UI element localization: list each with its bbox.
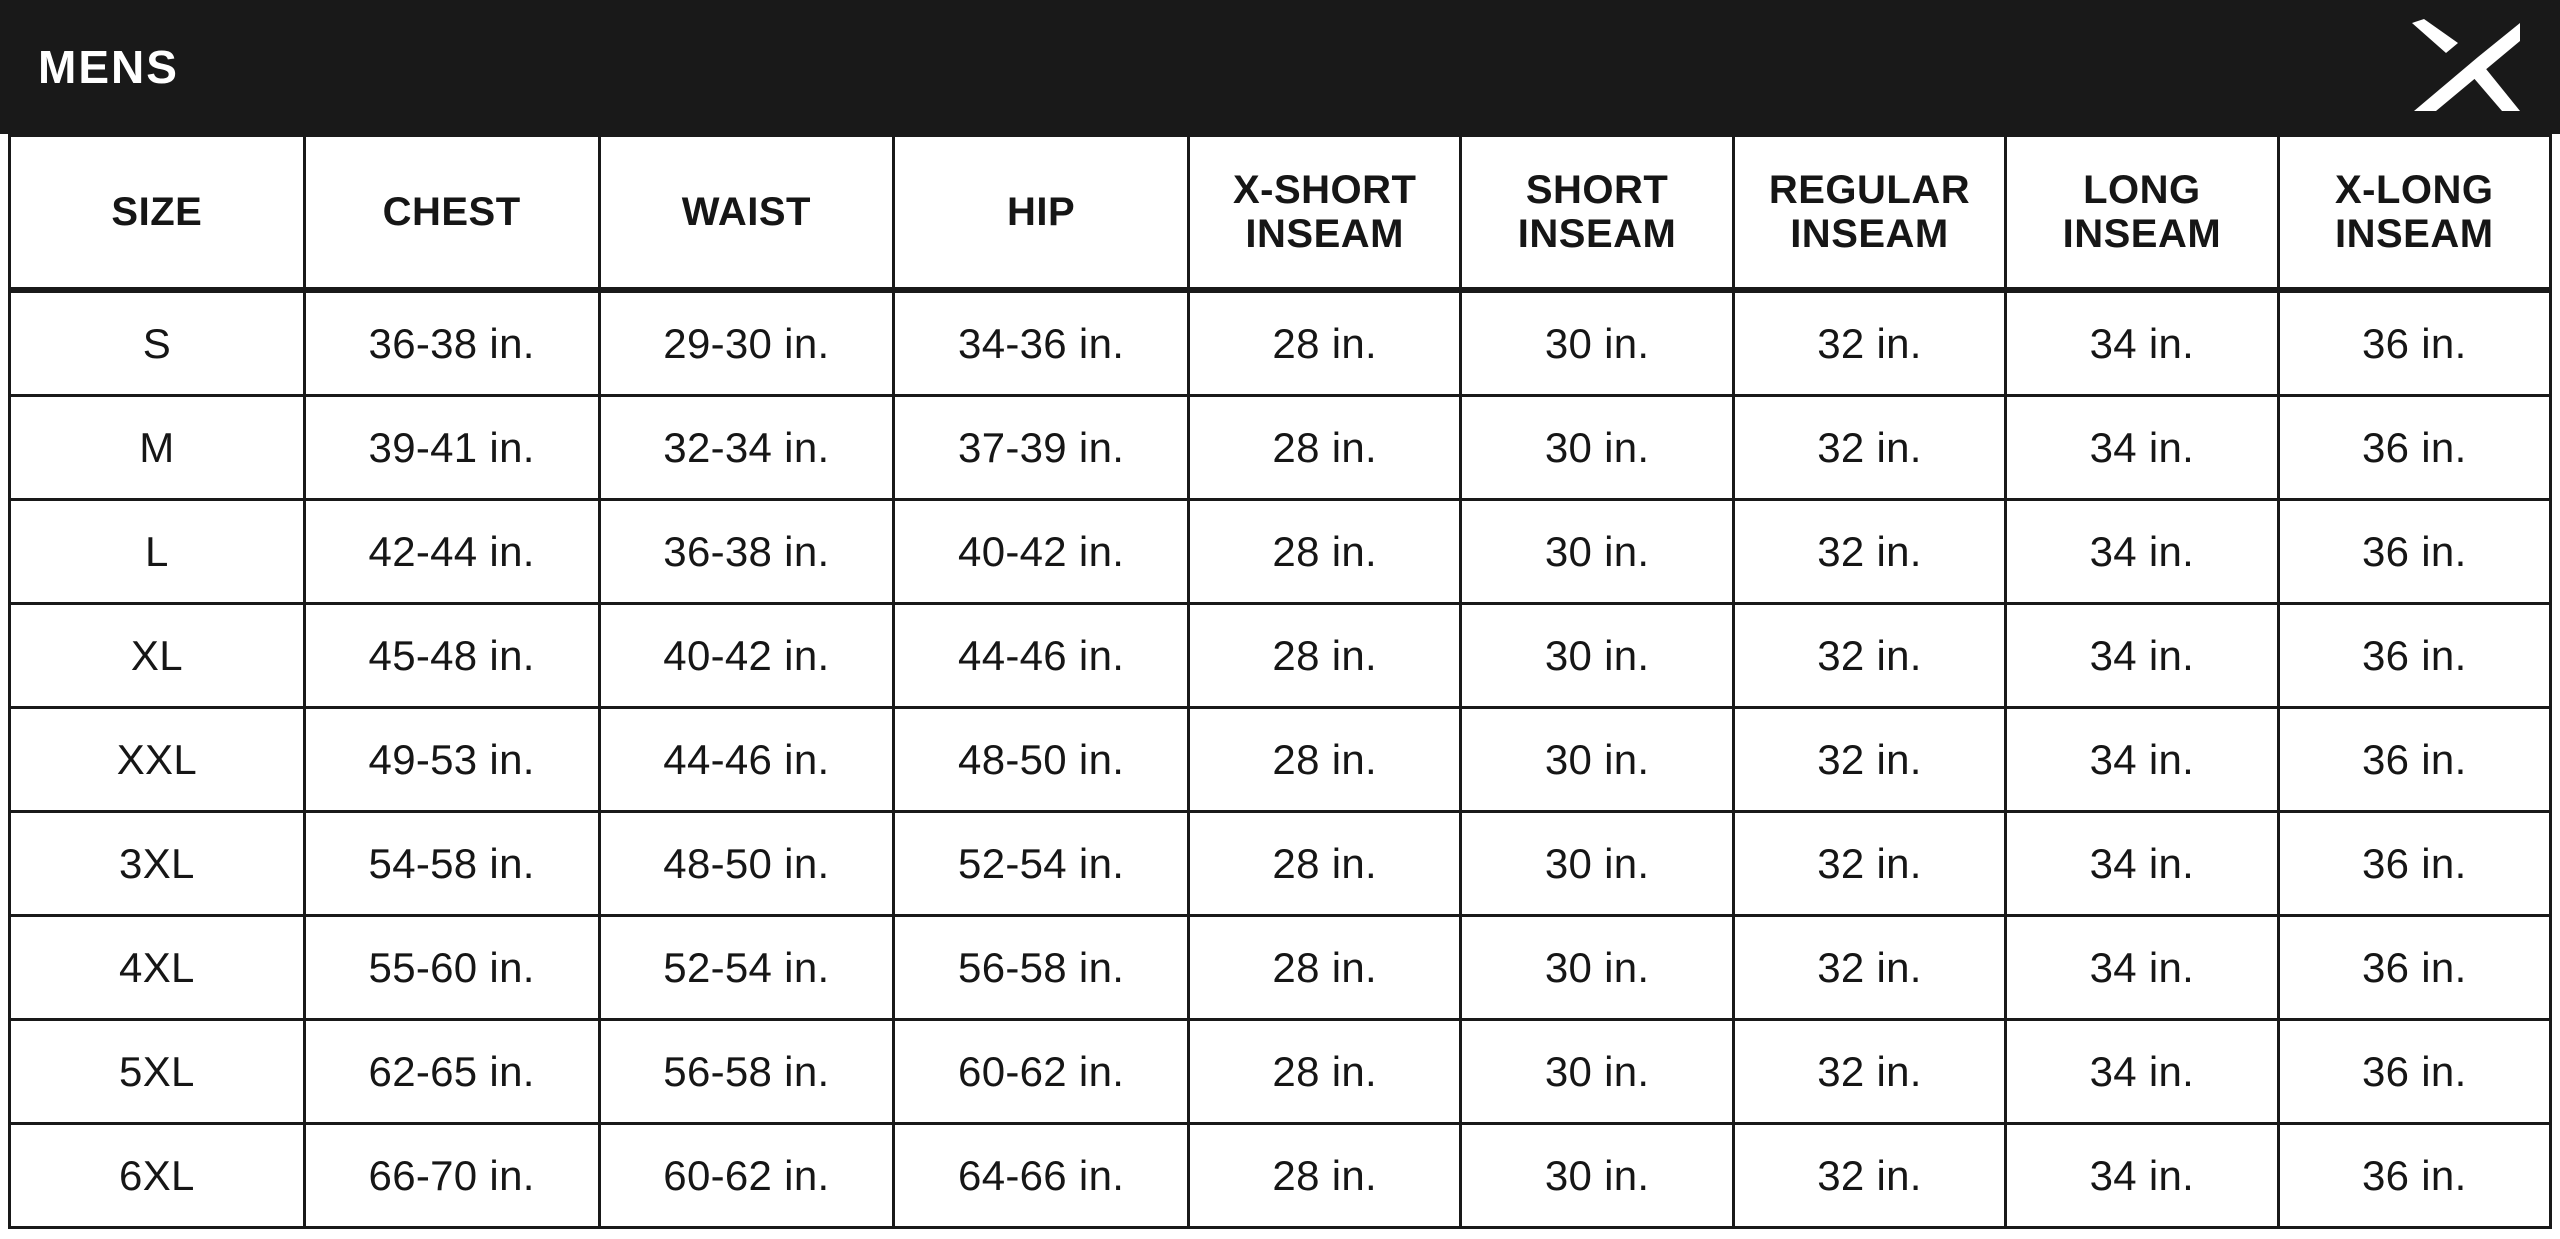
table-row	[10, 812, 2551, 916]
cell-hip: 56-58 in.	[894, 916, 1189, 1020]
cell-regular-inseam: 32 in.	[1733, 1020, 2005, 1124]
table-header	[10, 136, 2551, 291]
cell-hip: 64-66 in.	[894, 1124, 1189, 1228]
column-header-chest: CHEST	[304, 136, 599, 291]
cell-size: M	[10, 396, 305, 500]
cell-waist: 60-62 in.	[599, 1124, 894, 1228]
cell-size: 3XL	[10, 812, 305, 916]
cell-xlong-inseam: 36 in.	[2278, 396, 2550, 500]
cell-xlong-inseam: 36 in.	[2278, 812, 2550, 916]
cell-chest: 55-60 in.	[304, 916, 599, 1020]
cell-chest: 62-65 in.	[304, 1020, 599, 1124]
cell-chest: 45-48 in.	[304, 604, 599, 708]
cell-hip: 52-54 in.	[894, 812, 1189, 916]
cell-chest: 66-70 in.	[304, 1124, 599, 1228]
cell-waist: 52-54 in.	[599, 916, 894, 1020]
cell-waist: 29-30 in.	[599, 290, 894, 396]
cell-hip: 40-42 in.	[894, 500, 1189, 604]
cell-chest: 39-41 in.	[304, 396, 599, 500]
cell-short-inseam: 30 in.	[1461, 1020, 1733, 1124]
cell-xshort-inseam: 28 in.	[1189, 1020, 1461, 1124]
cell-regular-inseam: 32 in.	[1733, 1124, 2005, 1228]
cell-xshort-inseam: 28 in.	[1189, 708, 1461, 812]
table-row	[10, 1020, 2551, 1124]
cell-waist: 40-42 in.	[599, 604, 894, 708]
table-row	[10, 396, 2551, 500]
cell-xshort-inseam: 28 in.	[1189, 396, 1461, 500]
cell-xlong-inseam: 36 in.	[2278, 1020, 2550, 1124]
cell-long-inseam: 34 in.	[2006, 812, 2278, 916]
size-table-container	[0, 134, 2560, 1239]
cell-short-inseam: 30 in.	[1461, 500, 1733, 604]
cell-short-inseam: 30 in.	[1461, 290, 1733, 396]
table-row	[10, 604, 2551, 708]
cell-waist: 44-46 in.	[599, 708, 894, 812]
cell-long-inseam: 34 in.	[2006, 708, 2278, 812]
cell-xlong-inseam: 36 in.	[2278, 290, 2550, 396]
cell-size: L	[10, 500, 305, 604]
cell-short-inseam: 30 in.	[1461, 396, 1733, 500]
cell-regular-inseam: 32 in.	[1733, 500, 2005, 604]
cell-hip: 60-62 in.	[894, 1020, 1189, 1124]
table-row	[10, 500, 2551, 604]
cell-long-inseam: 34 in.	[2006, 1124, 2278, 1228]
cell-short-inseam: 30 in.	[1461, 708, 1733, 812]
column-header-long-inseam: LONG INSEAM	[2006, 136, 2278, 291]
cell-size: 5XL	[10, 1020, 305, 1124]
header-bar	[0, 0, 2560, 134]
cell-regular-inseam: 32 in.	[1733, 396, 2005, 500]
table-body	[10, 290, 2551, 1228]
cell-xshort-inseam: 28 in.	[1189, 500, 1461, 604]
cell-short-inseam: 30 in.	[1461, 1124, 1733, 1228]
cell-long-inseam: 34 in.	[2006, 1020, 2278, 1124]
cell-regular-inseam: 32 in.	[1733, 708, 2005, 812]
cell-size: S	[10, 290, 305, 396]
cell-xshort-inseam: 28 in.	[1189, 812, 1461, 916]
cell-regular-inseam: 32 in.	[1733, 290, 2005, 396]
column-header-size: SIZE	[10, 136, 305, 291]
cell-hip: 34-36 in.	[894, 290, 1189, 396]
column-header-regular-inseam: REGULAR INSEAM	[1733, 136, 2005, 291]
cell-waist: 56-58 in.	[599, 1020, 894, 1124]
page-title: MENS	[38, 41, 179, 93]
cell-size: 6XL	[10, 1124, 305, 1228]
cell-regular-inseam: 32 in.	[1733, 916, 2005, 1020]
cell-waist: 32-34 in.	[599, 396, 894, 500]
cell-short-inseam: 30 in.	[1461, 604, 1733, 708]
column-header-x-long-inseam: X-LONG INSEAM	[2278, 136, 2550, 291]
cell-xlong-inseam: 36 in.	[2278, 916, 2550, 1020]
cell-short-inseam: 30 in.	[1461, 916, 1733, 1020]
cell-xlong-inseam: 36 in.	[2278, 1124, 2550, 1228]
cell-hip: 44-46 in.	[894, 604, 1189, 708]
cell-size: XL	[10, 604, 305, 708]
cell-xshort-inseam: 28 in.	[1189, 1124, 1461, 1228]
cell-xlong-inseam: 36 in.	[2278, 500, 2550, 604]
cell-waist: 48-50 in.	[599, 812, 894, 916]
table-row	[10, 708, 2551, 812]
table-row	[10, 916, 2551, 1020]
column-header-x-short-inseam: X-SHORT INSEAM	[1189, 136, 1461, 291]
cell-regular-inseam: 32 in.	[1733, 812, 2005, 916]
cell-long-inseam: 34 in.	[2006, 500, 2278, 604]
cell-xshort-inseam: 28 in.	[1189, 916, 1461, 1020]
cell-long-inseam: 34 in.	[2006, 396, 2278, 500]
table-row	[10, 290, 2551, 396]
cell-xlong-inseam: 36 in.	[2278, 604, 2550, 708]
cell-hip: 48-50 in.	[894, 708, 1189, 812]
cell-chest: 42-44 in.	[304, 500, 599, 604]
cell-long-inseam: 34 in.	[2006, 604, 2278, 708]
cell-regular-inseam: 32 in.	[1733, 604, 2005, 708]
table-header-row	[10, 136, 2551, 291]
cell-short-inseam: 30 in.	[1461, 812, 1733, 916]
cell-chest: 36-38 in.	[304, 290, 599, 396]
size-table	[8, 134, 2552, 1229]
cell-size: 4XL	[10, 916, 305, 1020]
column-header-short-inseam: SHORT INSEAM	[1461, 136, 1733, 291]
cell-xlong-inseam: 36 in.	[2278, 708, 2550, 812]
cell-long-inseam: 34 in.	[2006, 916, 2278, 1020]
cell-chest: 49-53 in.	[304, 708, 599, 812]
cell-size: XXL	[10, 708, 305, 812]
column-header-hip: HIP	[894, 136, 1189, 291]
column-header-waist: WAIST	[599, 136, 894, 291]
cell-hip: 37-39 in.	[894, 396, 1189, 500]
cell-waist: 36-38 in.	[599, 500, 894, 604]
cell-xshort-inseam: 28 in.	[1189, 290, 1461, 396]
cell-xshort-inseam: 28 in.	[1189, 604, 1461, 708]
x-brand-logo-icon	[2406, 19, 2526, 115]
cell-chest: 54-58 in.	[304, 812, 599, 916]
cell-long-inseam: 34 in.	[2006, 290, 2278, 396]
table-row	[10, 1124, 2551, 1228]
